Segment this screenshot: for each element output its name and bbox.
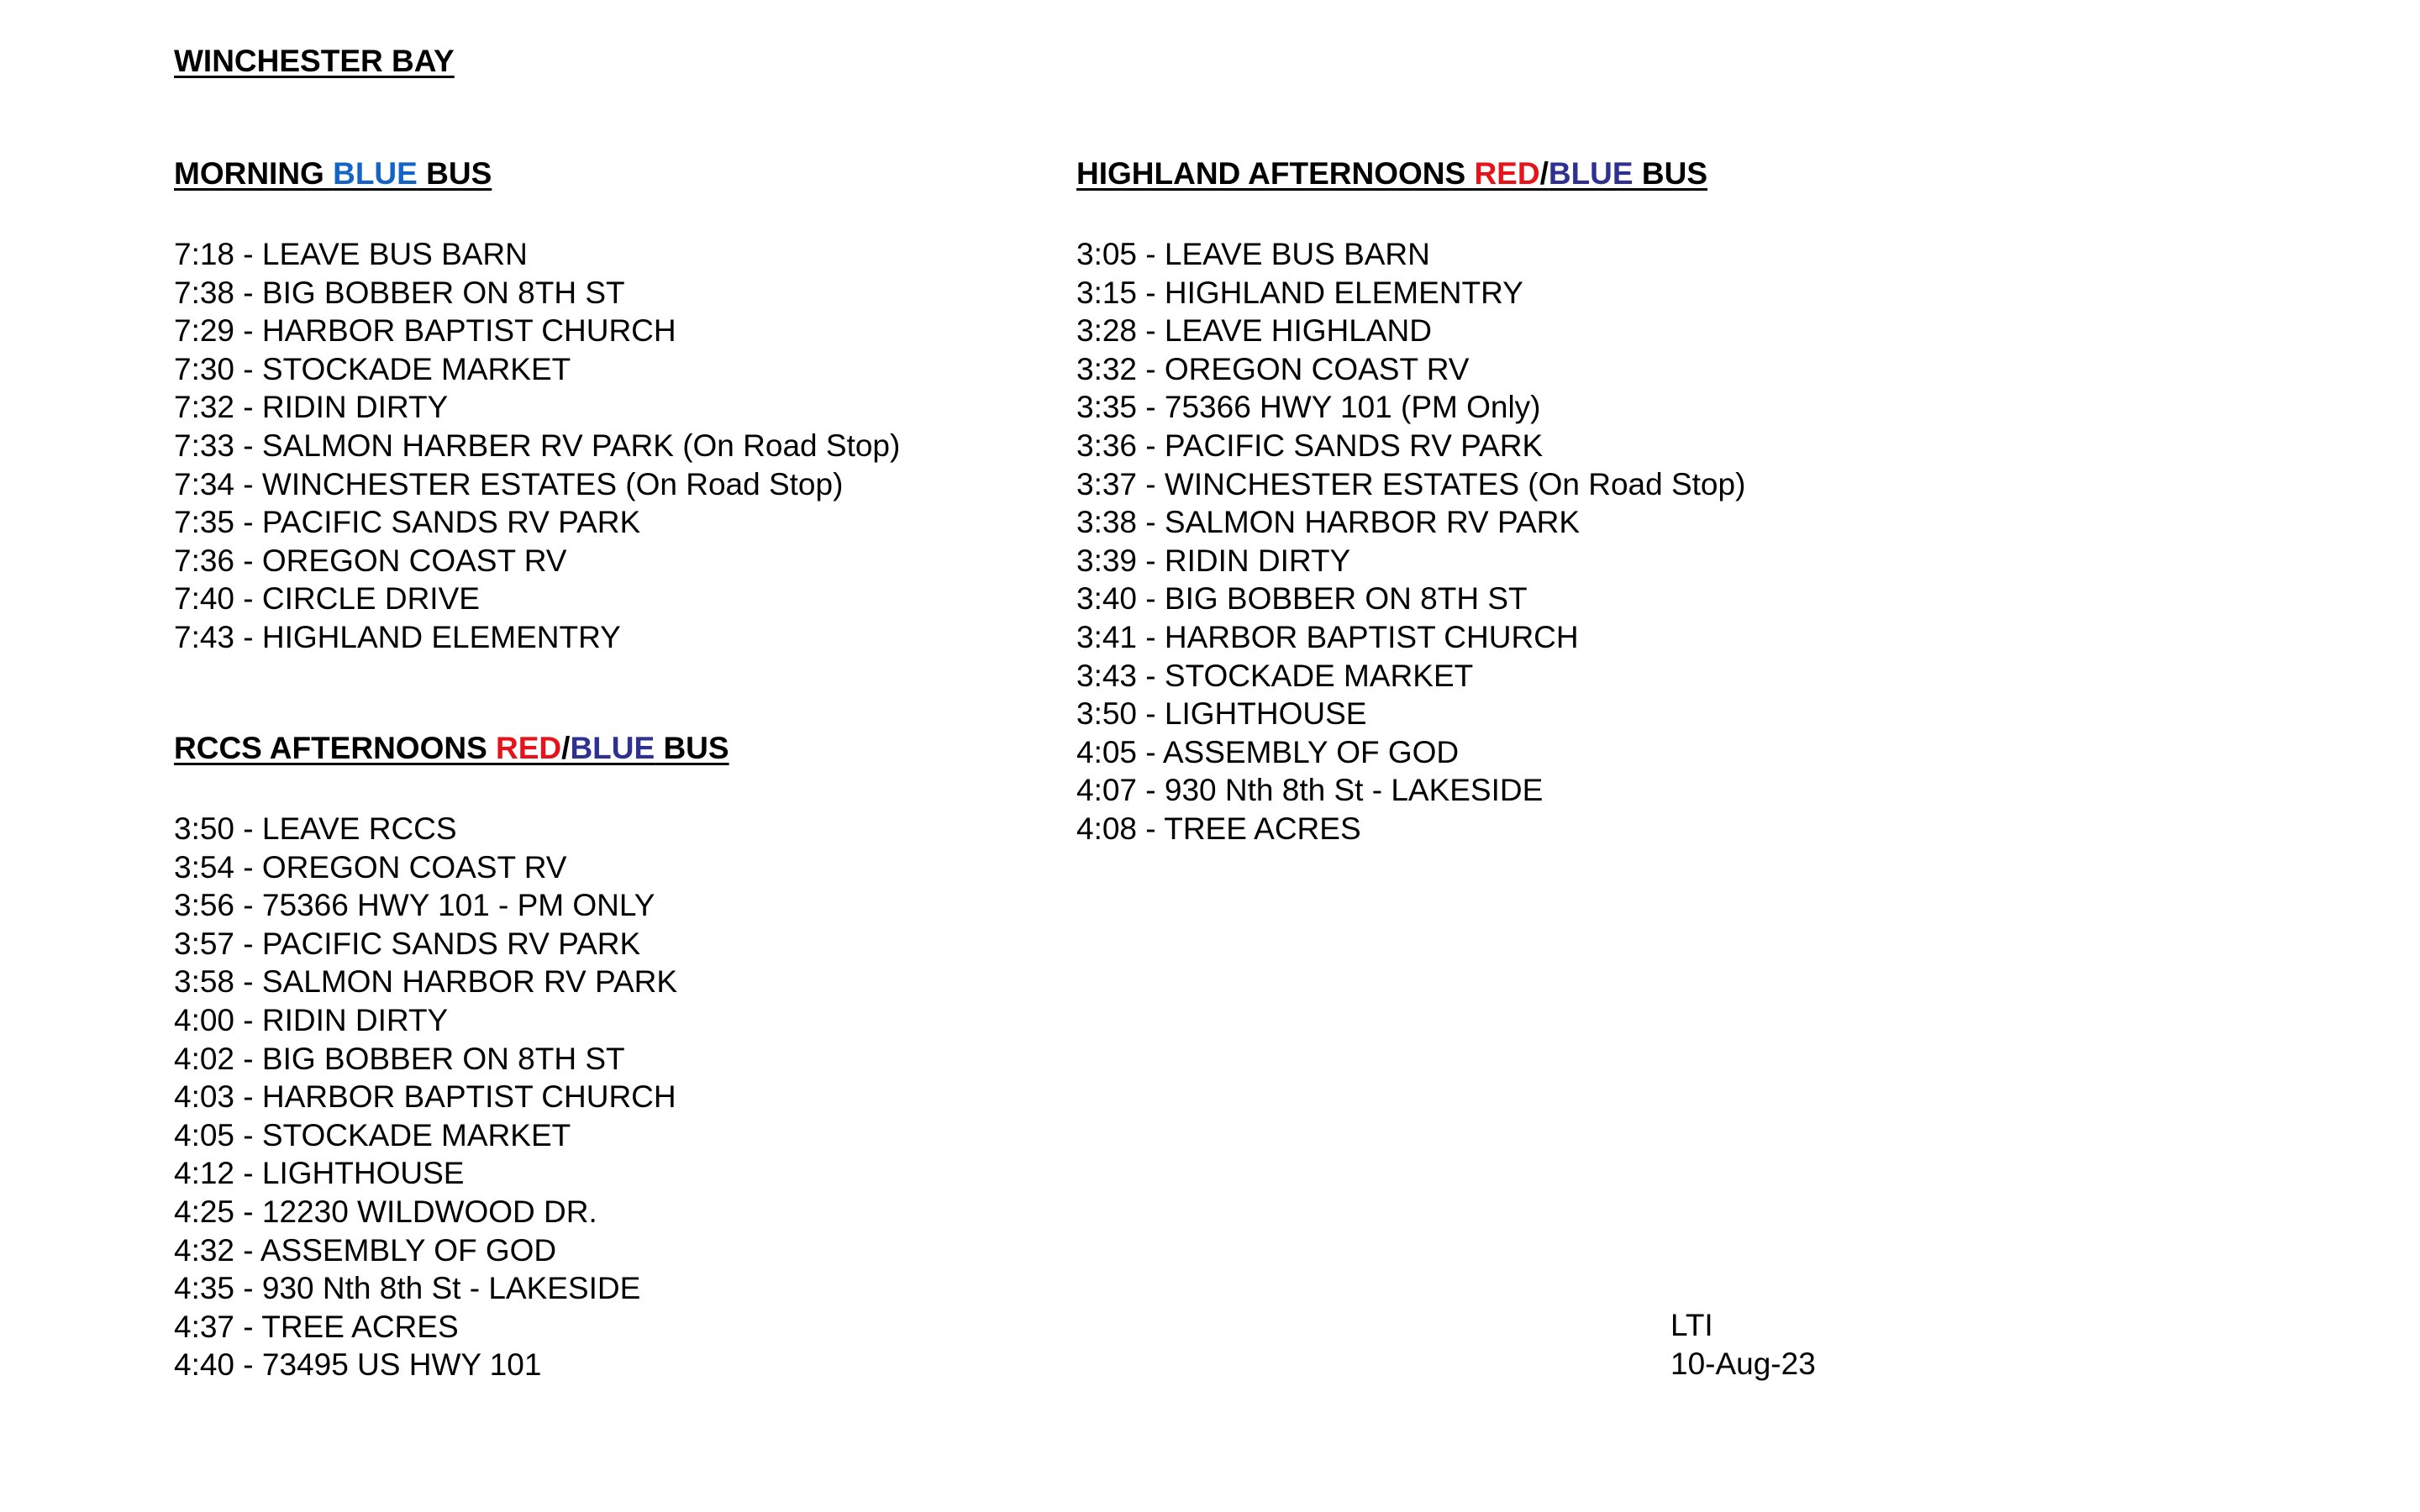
stop-item: 7:35 - PACIFIC SANDS RV PARK [174, 505, 641, 540]
stop-item: 4:37 - TREE ACRES [174, 1309, 459, 1344]
stop-item: 7:29 - HARBOR BAPTIST CHURCH [174, 313, 676, 349]
stop-item: 4:40 - 73495 US HWY 101 [174, 1347, 542, 1383]
stop-item: 4:32 - ASSEMBLY OF GOD [174, 1232, 557, 1268]
rccs-heading-blue: BLUE [570, 731, 655, 765]
stop-item: 4:05 - ASSEMBLY OF GOD [1076, 734, 1460, 769]
stop-item: 4:35 - 930 Nth 8th St - LAKESIDE [174, 1271, 641, 1306]
stop-item: 7:34 - WINCHESTER ESTATES (On Road Stop) [174, 466, 844, 501]
rccs-heading-prefix: RCCS AFTERNOONS [174, 731, 497, 765]
stop-item: 3:41 - HARBOR BAPTIST CHURCH [1076, 619, 1579, 654]
stop-item: 3:56 - 75366 HWY 101 - PM ONLY [174, 888, 655, 923]
highland-heading-suffix: BUS [1633, 156, 1707, 191]
stop-item: 3:35 - 75366 HWY 101 (PM Only) [1076, 390, 1541, 425]
stop-item: 3:37 - WINCHESTER ESTATES (On Road Stop) [1076, 466, 1746, 501]
stop-item: 4:08 - TREE ACRES [1076, 811, 1361, 846]
highland-heading-blue: BLUE [1548, 156, 1634, 191]
stop-item: 7:18 - LEAVE BUS BARN [174, 237, 528, 271]
stop-item: 3:15 - HIGHLAND ELEMENTRY [1076, 275, 1523, 310]
stop-item: 4:05 - STOCKADE MARKET [174, 1117, 571, 1152]
stop-item: 3:40 - BIG BOBBER ON 8TH ST [1076, 581, 1528, 617]
highland-heading-prefix: HIGHLAND AFTERNOONS [1076, 156, 1475, 191]
stop-item: 3:43 - STOCKADE MARKET [1076, 658, 1474, 693]
stop-item: 3:36 - PACIFIC SANDS RV PARK [1076, 428, 1544, 463]
stop-item: 3:39 - RIDIN DIRTY [1076, 543, 1351, 578]
stop-item: 7:43 - HIGHLAND ELEMENTRY [174, 619, 621, 654]
stop-item: 7:40 - CIRCLE DRIVE [174, 581, 480, 617]
footer-date: 10-Aug-23 [1670, 1346, 1816, 1381]
highland-bus-heading [1076, 155, 1707, 193]
morning-stop-list [174, 235, 900, 657]
morning-bus-heading [174, 155, 492, 193]
stop-item: 3:58 - SALMON HARBOR RV PARK [174, 964, 678, 1000]
stop-item: 3:57 - PACIFIC SANDS RV PARK [174, 926, 641, 961]
rccs-heading-red: RED [496, 731, 562, 765]
rccs-stop-list [174, 810, 677, 1384]
highland-stop-list [1076, 235, 1745, 848]
stop-item: 4:02 - BIG BOBBER ON 8TH ST [174, 1041, 625, 1076]
page-title: WINCHESTER BAY [174, 44, 455, 78]
morning-heading-blue: BLUE [333, 156, 418, 191]
stop-item: 3:50 - LEAVE RCCS [174, 811, 457, 846]
stop-item: 7:36 - OREGON COAST RV [174, 543, 567, 578]
stop-item: 3:50 - LIGHTHOUSE [1076, 696, 1367, 732]
stop-item: 4:12 - LIGHTHOUSE [174, 1156, 465, 1191]
morning-heading-suffix: BUS [417, 156, 492, 191]
document-footer [1670, 1306, 1816, 1383]
stop-item: 7:30 - STOCKADE MARKET [174, 351, 571, 386]
highland-heading-slash: / [1539, 156, 1549, 191]
stop-item: 3:38 - SALMON HARBOR RV PARK [1076, 505, 1581, 540]
stop-item: 3:05 - LEAVE BUS BARN [1076, 237, 1430, 271]
stop-item: 4:03 - HARBOR BAPTIST CHURCH [174, 1079, 676, 1115]
stop-item: 3:54 - OREGON COAST RV [174, 849, 567, 885]
morning-heading-prefix: MORNING [174, 156, 334, 191]
stop-item: 4:07 - 930 Nth 8th St - LAKESIDE [1076, 773, 1544, 808]
rccs-bus-heading [174, 729, 729, 768]
footer-author: LTI [1670, 1308, 1713, 1342]
rccs-heading-suffix: BUS [655, 731, 729, 765]
stop-item: 7:38 - BIG BOBBER ON 8TH ST [174, 275, 625, 310]
highland-heading-red: RED [1474, 156, 1540, 191]
stop-item: 4:25 - 12230 WILDWOOD DR. [174, 1194, 597, 1229]
stop-item: 7:32 - RIDIN DIRTY [174, 390, 449, 425]
stop-item: 4:00 - RIDIN DIRTY [174, 1002, 449, 1037]
stop-item: 7:33 - SALMON HARBER RV PARK (On Road Stop) [174, 428, 901, 463]
stop-item: 3:32 - OREGON COAST RV [1076, 351, 1470, 386]
stop-item: 3:28 - LEAVE HIGHLAND [1076, 313, 1432, 349]
rccs-heading-slash: / [561, 731, 571, 765]
